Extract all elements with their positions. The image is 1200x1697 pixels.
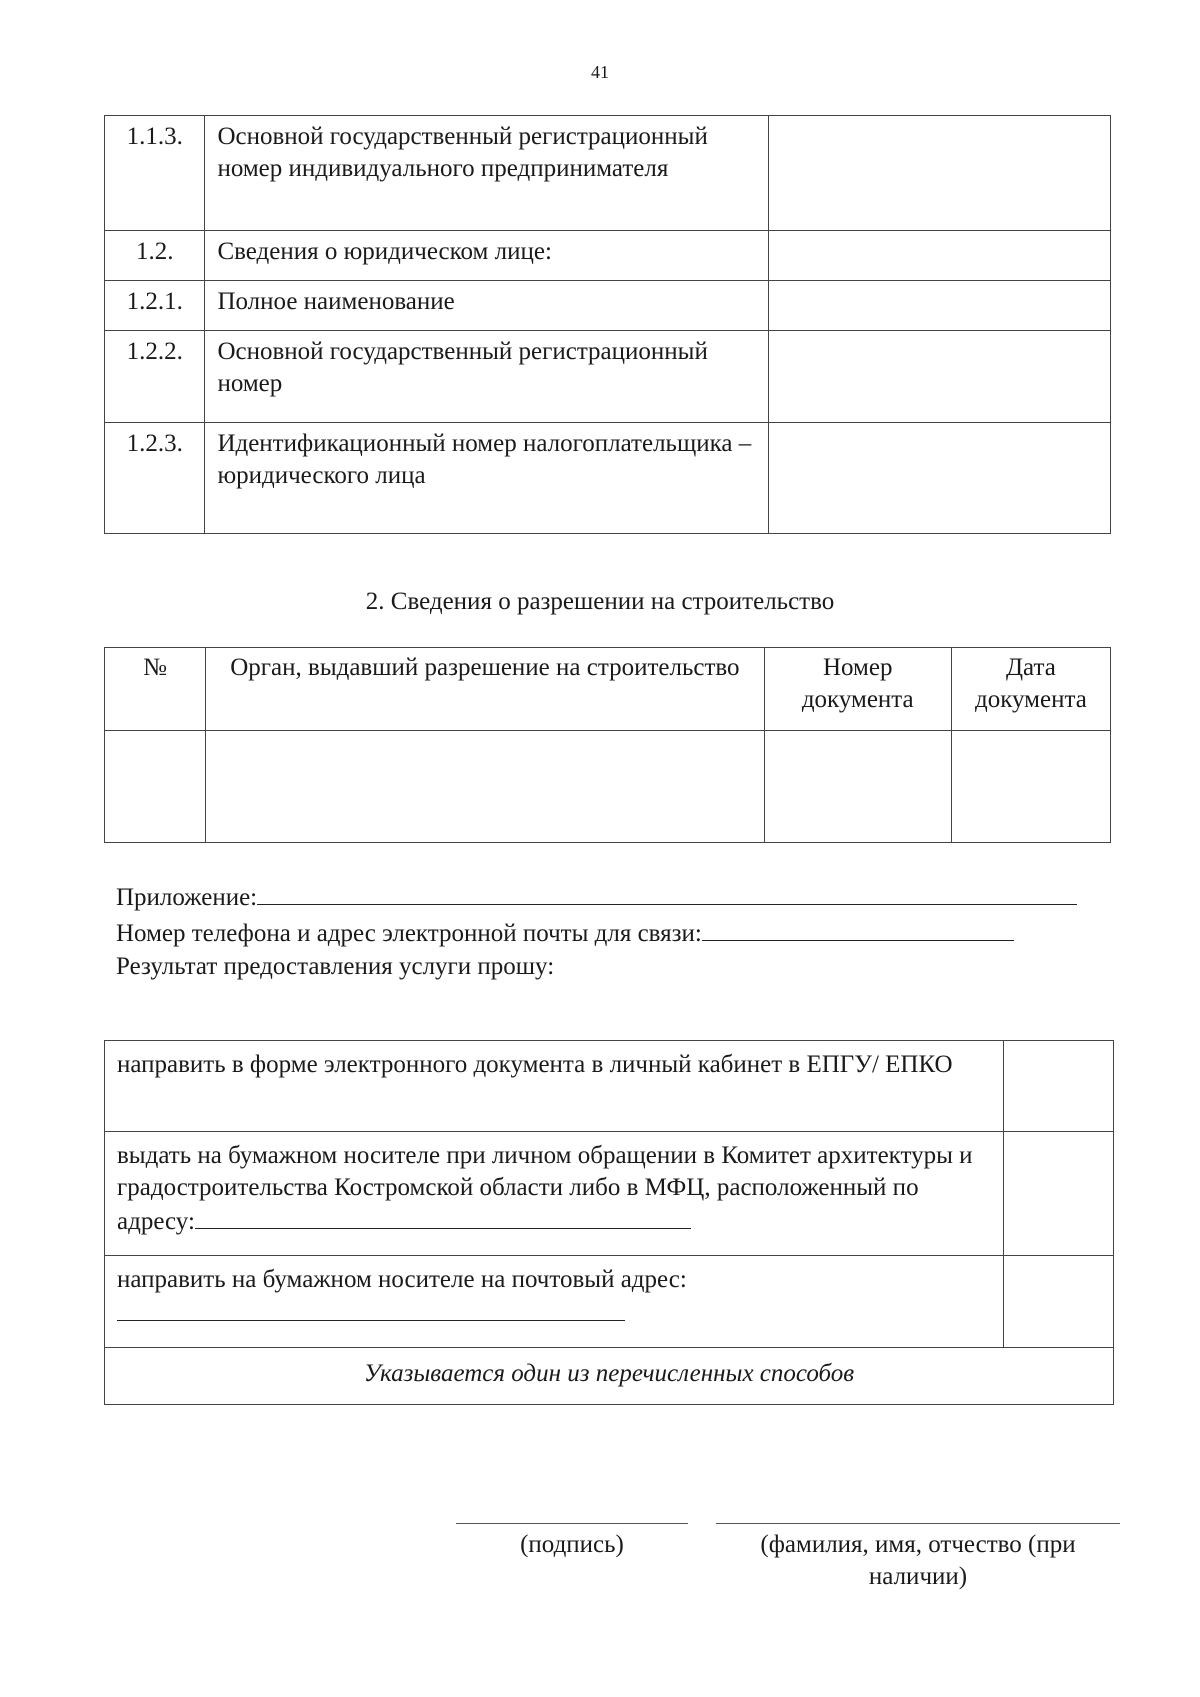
option-text [105,1132,1004,1256]
value-cell[interactable] [769,231,1111,281]
row-number: 1.1.3. [105,116,205,231]
contact-label: Номер телефона и адрес электронной почты для связи: [116,920,702,947]
name-caption: (фамилия, имя, отчество (при наличии) [760,1531,1076,1590]
row-number: 1.2.3. [105,423,205,534]
row-number: 1.2. [105,231,205,281]
value-cell[interactable] [769,281,1111,331]
signature-caption: (подпись) [520,1531,624,1558]
option-text [105,1256,1004,1348]
delivery-option [105,1132,1114,1256]
row-label: Основной государственный регистрационный номер [205,331,769,423]
doc-number-cell[interactable] [764,731,951,843]
contact-line [116,914,1077,950]
applicant-info-table [104,115,1111,534]
doc-date-cell[interactable] [951,731,1110,843]
authority-cell[interactable] [206,731,765,843]
option-text: направить в форме электронного документа в личный кабинет в ЕПГУ/ ЕПКО [105,1041,1004,1132]
row-number: 1.2.2. [105,331,205,423]
option-label: выдать на бумажном носителе при личном обращении в Комитет архитектуры и градостроительства Костромской области либо в МФЦ, расположенный по адресу: [117,1142,973,1235]
table-row [105,231,1111,281]
table-row [105,731,1111,843]
contact-fields [116,878,1077,983]
delivery-method-table [104,1040,1114,1405]
table-header-row [105,648,1111,731]
postal-address-input[interactable] [117,1296,625,1321]
column-header: Дата документа [951,648,1110,731]
option-label: направить на бумажном носителе на почтовый адрес: [117,1266,687,1293]
row-label: Идентификационный номер налогоплательщика – юридического лица [205,423,769,534]
row-number: 1.2.1. [105,281,205,331]
delivery-option [105,1256,1114,1348]
delivery-option [105,1041,1114,1132]
row-label: Основной государственный регистрационный номер индивидуального предпринимателя [205,116,769,231]
number-cell[interactable] [105,731,206,843]
column-header: Номер документа [764,648,951,731]
row-label: Полное наименование [205,281,769,331]
section-heading: 2. Сведения о разрешении на строительство [365,588,835,615]
attachment-label: Приложение: [116,884,258,911]
table-row [105,116,1111,231]
option-checkbox[interactable] [1004,1256,1114,1348]
value-cell[interactable] [769,331,1111,423]
note-row [105,1348,1114,1405]
table-row [105,331,1111,423]
signature-line[interactable] [456,1523,688,1524]
delivery-note: Указывается один из перечисленных способов [105,1348,1114,1405]
result-label: Результат предоставления услуги прошу: [116,953,555,980]
page-number: 41 [591,62,609,82]
option-checkbox[interactable] [1004,1041,1114,1132]
table-row [105,281,1111,331]
name-line[interactable] [716,1523,1120,1524]
contact-input[interactable] [702,914,1014,941]
option-checkbox[interactable] [1004,1132,1114,1256]
value-cell[interactable] [769,116,1111,231]
permit-table [104,647,1111,843]
attachment-line [116,878,1077,914]
value-cell[interactable] [769,423,1111,534]
attachment-input[interactable] [257,878,1077,905]
column-header: № [105,648,206,731]
row-label: Сведения о юридическом лице: [205,231,769,281]
address-input[interactable] [195,1204,691,1229]
column-header: Орган, выдавший разрешение на строительство [206,648,765,731]
table-row [105,423,1111,534]
